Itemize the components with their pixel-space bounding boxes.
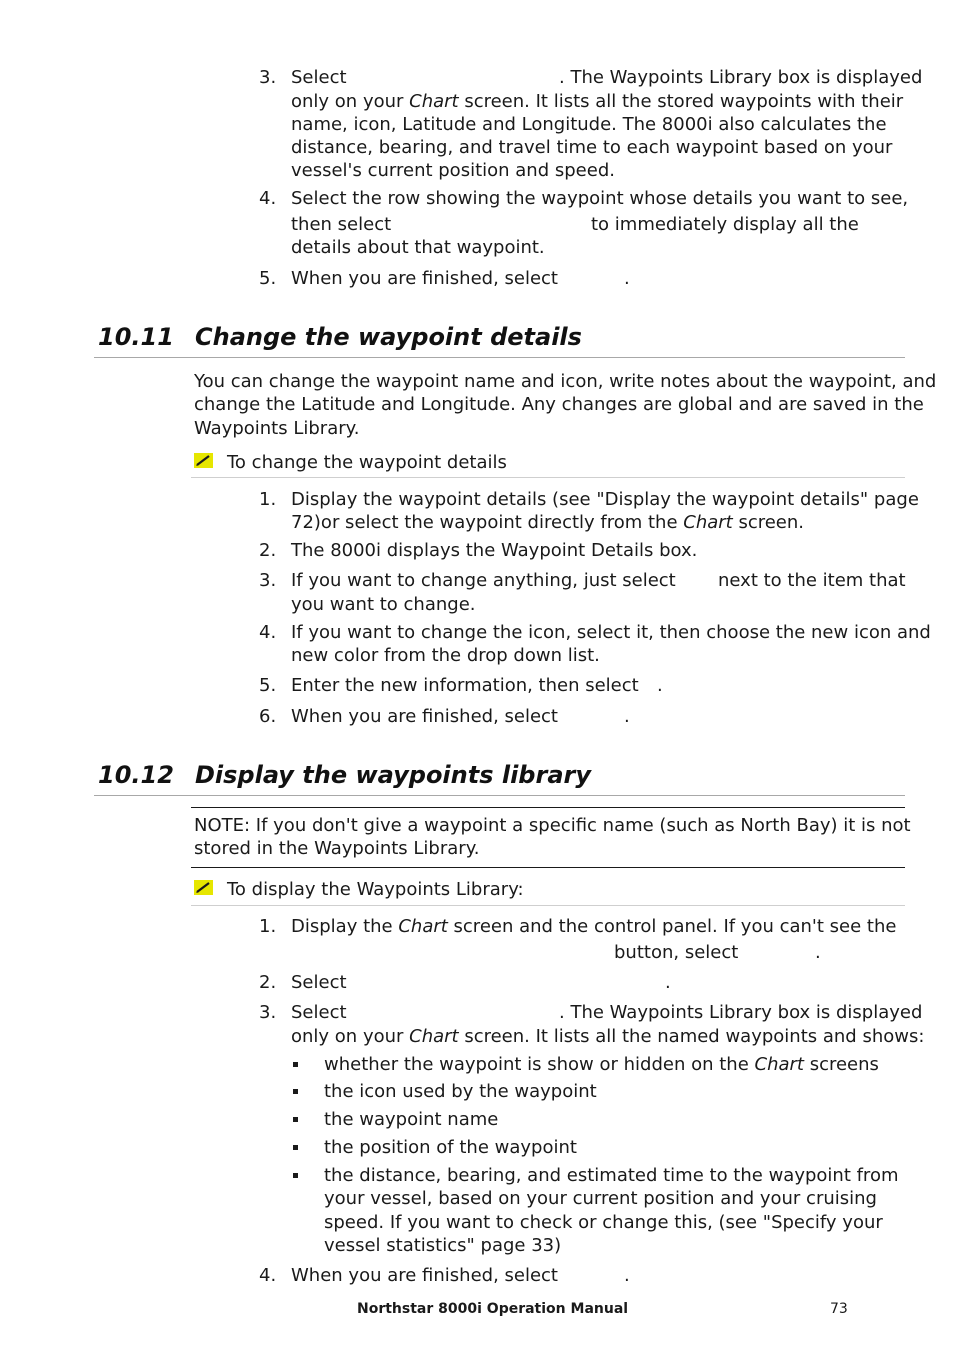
step-number: 5.: [259, 268, 277, 289]
footer-page-number: 73: [830, 1301, 848, 1317]
step-text: When you are finished, select: [291, 268, 558, 289]
step-text: .: [665, 972, 671, 993]
footer-manual-title: Northstar 8000i Operation Manual: [357, 1301, 629, 1317]
step-number: 2.: [259, 972, 277, 993]
step-text: When you are finished, select: [291, 1265, 558, 1286]
step-text: Select: [291, 1002, 347, 1023]
step-text: .: [624, 1265, 630, 1286]
step-text: Display the waypoint details (see "Display the waypoint details" page: [291, 489, 919, 510]
step-text: Select: [291, 67, 347, 88]
bullet-marker: [293, 1145, 298, 1150]
step-text: .: [657, 675, 663, 696]
step-text: . The Waypoints Library box is displayed: [559, 1002, 923, 1023]
step-text: distance, bearing, and travel time to each waypoint based on your: [291, 137, 893, 158]
procedure-rule: [191, 905, 905, 906]
step-number: 5.: [259, 675, 277, 696]
step-text: Display the Chart screen and the control panel. If you can't see the: [291, 916, 897, 937]
procedure-title: To display the Waypoints Library:: [227, 879, 524, 900]
intro-line: You can change the waypoint name and icon, write notes about the waypoint, and: [194, 371, 937, 392]
step-number: 1.: [259, 489, 277, 510]
step-text: When you are finished, select: [291, 706, 558, 727]
procedure-pencil-icon: [194, 880, 213, 895]
section-heading-10-11: [98, 322, 582, 352]
intro-line: change the Latitude and Longitude. Any changes are global and are saved in the: [194, 394, 924, 415]
section-number: 10.12: [98, 761, 174, 789]
section-rule: [94, 795, 905, 796]
step-text: . The Waypoints Library box is displayed: [559, 67, 923, 88]
step-text: The 8000i displays the Waypoint Details box.: [291, 540, 698, 561]
bullet-item: the icon used by the waypoint: [324, 1081, 597, 1102]
step-text: .: [624, 706, 630, 727]
bullet-item: whether the waypoint is show or hidden on the Chart screens: [324, 1054, 879, 1075]
step-text: then select: [291, 214, 392, 235]
step-text: vessel's current position and speed.: [291, 160, 615, 181]
step-text: only on your Chart screen. It lists all the stored waypoints with their: [291, 91, 904, 112]
note-line: NOTE: If you don't give a waypoint a specific name (such as North Bay) it is not: [194, 815, 911, 836]
bullet-item: your vessel, based on your current position and your cruising: [324, 1188, 877, 1209]
bullet-marker: [293, 1062, 298, 1067]
bullet-item: the waypoint name: [324, 1109, 499, 1130]
bullet-marker: [293, 1089, 298, 1094]
bullet-item: speed. If you want to check or change this, (see "Specify your: [324, 1212, 883, 1233]
section-title: Change the waypoint details: [195, 323, 582, 351]
section-rule: [94, 357, 905, 358]
step-text: Enter the new information, then select: [291, 675, 639, 696]
bullet-marker: [293, 1117, 298, 1122]
bullet-item: vessel statistics" page 33): [324, 1235, 562, 1256]
bullet-marker: [293, 1173, 298, 1178]
step-text: next to the item that: [718, 570, 906, 591]
section-title: Display the waypoints library: [195, 761, 591, 789]
step-number: 4.: [259, 622, 277, 643]
step-text: If you want to change the icon, select it, then choose the new icon and: [291, 622, 931, 643]
step-text: to immediately display all the: [591, 214, 859, 235]
procedure-pencil-icon: [194, 453, 213, 468]
procedure-rule: [191, 477, 905, 478]
step-number: 4.: [259, 1265, 277, 1286]
procedure-title: To change the waypoint details: [227, 452, 507, 473]
step-text: 72)or select the waypoint directly from the Chart screen.: [291, 512, 805, 533]
step-text: If you want to change anything, just select: [291, 570, 676, 591]
step-text: details about that waypoint.: [291, 237, 545, 258]
step-number: 2.: [259, 540, 277, 561]
note-line: stored in the Waypoints Library.: [194, 838, 480, 859]
step-text: .: [624, 268, 630, 289]
step-text: only on your Chart screen. It lists all the named waypoints and shows:: [291, 1026, 925, 1047]
step-text: .: [815, 942, 821, 963]
step-number: 3.: [259, 1002, 277, 1023]
section-heading-10-12: [98, 760, 591, 790]
step-text: button, select: [614, 942, 739, 963]
step-number: 4.: [259, 188, 277, 209]
intro-line: Waypoints Library.: [194, 418, 360, 439]
bullet-item: the distance, bearing, and estimated time to the waypoint from: [324, 1165, 899, 1186]
bullet-item: the position of the waypoint: [324, 1137, 577, 1158]
step-text: new color from the drop down list.: [291, 645, 600, 666]
step-number: 6.: [259, 706, 277, 727]
step-number: 1.: [259, 916, 277, 937]
step-number: 3.: [259, 570, 277, 591]
step-text: Select the row showing the waypoint whose details you want to see,: [291, 188, 909, 209]
section-number: 10.11: [98, 323, 174, 351]
step-number: 3.: [259, 67, 277, 88]
step-text: Select: [291, 972, 347, 993]
step-text: you want to change.: [291, 594, 476, 615]
step-text: name, icon, Latitude and Longitude. The 8000i also calculates the: [291, 114, 887, 135]
